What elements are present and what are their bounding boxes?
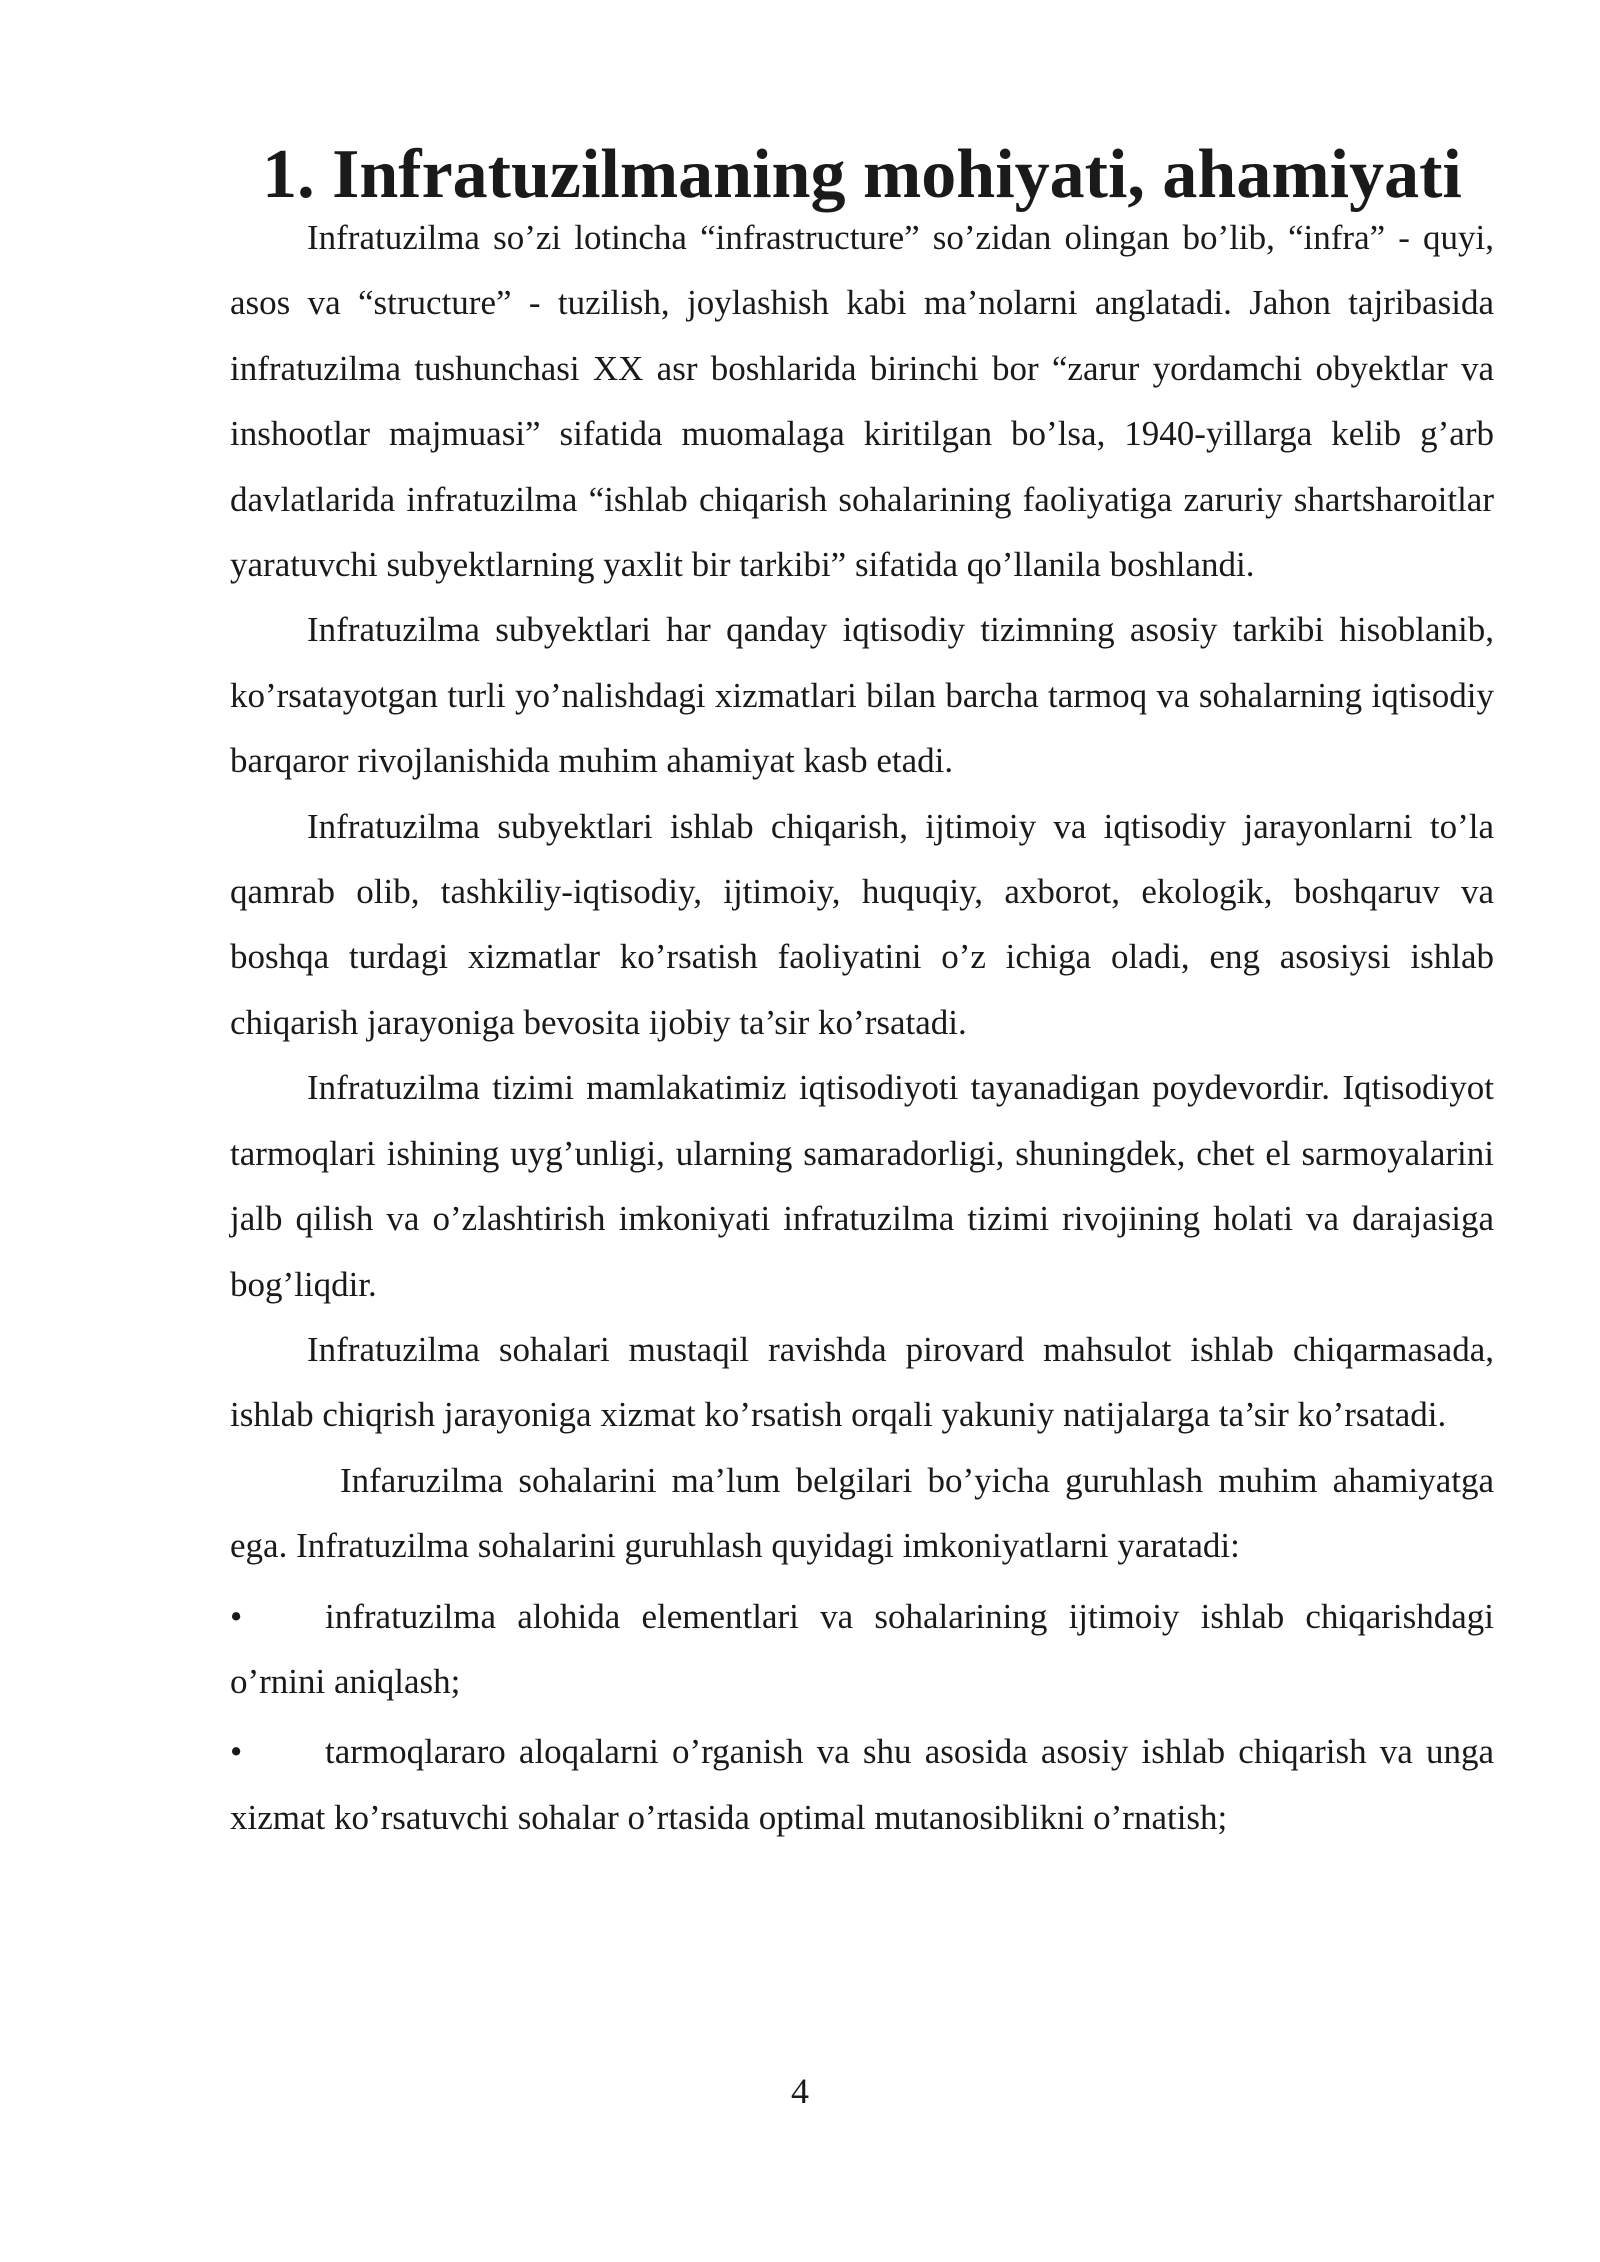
bullet-item-text: infratuzilma alohida elementlari va sohalarining ijtimoiy ishlab chiqarishdagi o’rnini aniqlash; (230, 1596, 1494, 1701)
paragraph-2: Infratuzilma subyektlari har qanday iqtisodiy tizimning asosiy tarkibi hisoblanib, ko’rsatayotgan turli yo’nalishdagi xizmatlari bilan barcha tarmoq va sohalarning iqtisodiy barqaror rivojlanishida muhim ahamiyat kasb etadi. (230, 610, 1494, 781)
bullet-icon: • (230, 1732, 243, 1772)
paragraph-4: Infratuzilma tizimi mamlakatimiz iqtisodiyoti tayanadigan poydevordir. Iqtisodiyot tarmoqlari ishining uyg’unligi, ularning samaradorligi, shuningdek, chet el sarmoyalarini jalb qilish va o’zlashtirish imkoniyati infratuzilma tizimi rivojining holati va darajasiga bog’liqdir. (230, 1068, 1494, 1304)
paragraph-6: Infaruzilma sohalarini ma’lum belgilari bo’yicha guruhlash muhim ahamiyatga ega. Infratuzilma sohalarini guruhlash quyidagi imkoniyatlarni yaratadi: (230, 1460, 1494, 1566)
section-heading: 1. Infratuzilmaning mohiyati, ahamiyati (262, 136, 1462, 213)
bullet-item-2 (230, 1719, 1494, 1850)
bullet-item-text: tarmoqlararo aloqalarni o’rganish va shu asosida asosiy ishlab chiqarish va unga xizmat ko’rsatuvchi sohalar o’rtasida optimal mutanosiblikni o’rnatish; (230, 1732, 1494, 1837)
paragraph-1: Infratuzilma so’zi lotincha “infrastructure” so’zidan olingan bo’lib, “infra” - quyi, asos va “structure” - tuzilish, joylashish kabi ma’nolarni anglatadi. Jahon tajribasida infratuzilma tushunchasi XX asr boshlarida birinchi bor “zarur yordamchi obyektlar va inshootlar majmuasi” sifatida muomalaga kiritilgan bo’lsa, 1940-yillarga kelib g’arb davlatlarida infratuzilma “ishlab chiqarish sohalarining faoliyatiga zaruriy shartsharoitlar yaratuvchi subyektlarning yaxlit bir tarkibi” sifatida qo’llanila boshlandi. (230, 218, 1494, 585)
document-page (230, 136, 1494, 1850)
paragraph-3: Infratuzilma subyektlari ishlab chiqarish, ijtimoiy va iqtisodiy jarayonlarni to’la qamrab olib, tashkiliy-iqtisodiy, ijtimoiy, huquqiy, axborot, ekologik, boshqaruv va boshqa turdagi xizmatlar ko’rsatish faoliyatini o’z ichiga oladi, eng asosiysi ishlab chiqarish jarayoniga bevosita ijobiy ta’sir ko’rsatadi. (230, 806, 1494, 1042)
paragraph-5: Infratuzilma sohalari mustaqil ravishda pirovard mahsulot ishlab chiqarmasada, ishlab chiqrish jarayoniga xizmat ko’rsatish orqali yakuniy natijalarga ta’sir ko’rsatadi. (230, 1329, 1494, 1435)
bullet-item-1 (230, 1584, 1494, 1715)
bullet-icon: • (230, 1596, 243, 1636)
page-number: 4 (791, 2071, 809, 2111)
